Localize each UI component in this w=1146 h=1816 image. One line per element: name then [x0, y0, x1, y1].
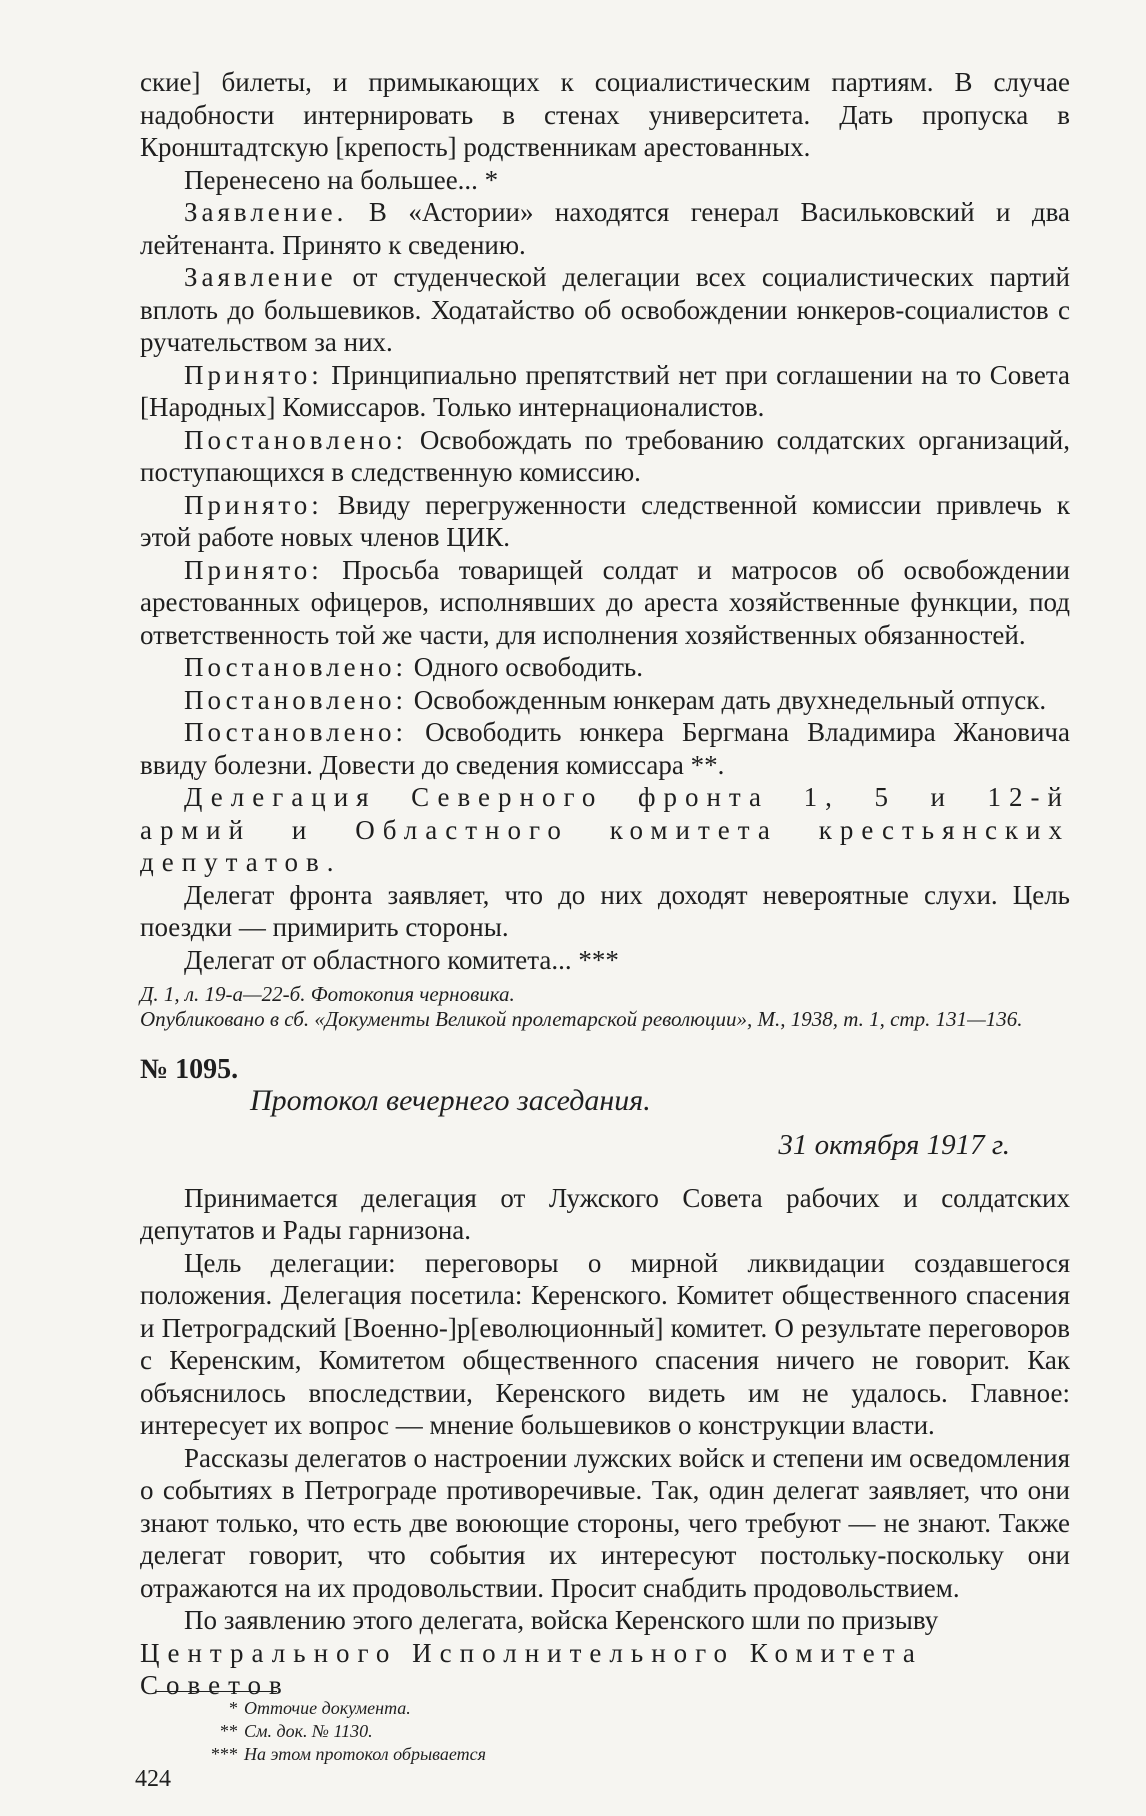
spaced-keyword: Принято:: [184, 489, 323, 520]
footnote-text: Отточие документа.: [244, 1698, 411, 1718]
paragraph: По заявлению этого делегата, войска Керенского шли по призыву: [184, 1605, 939, 1635]
paragraph: Рассказы делегатов о настроении лужских войск и степени им осведомления о событиях в Петрограде противоречивые. Так, один делегат заявляет, что они знают только, что есть две воюющие стороны, чего требуют — не знают. Также делегат говорит, что события их интересуют постольку-поскольку они отражаются на их продовольствии. Просит снабдить продовольствием.: [140, 1442, 1070, 1603]
paragraph: [140, 489, 1070, 554]
paragraph-text: от студенческой делегации всех социалистических партий вплоть до большевиков. Ходатайство об освобождении юнкеров-социалистов с ручательством за них.: [140, 262, 1070, 357]
paragraph: Перенесено на большее... *: [184, 164, 499, 195]
footnote-marker: ***: [211, 1744, 238, 1764]
spaced-keyword: Заявление.: [184, 197, 348, 227]
document-number: № 1095.: [140, 1054, 239, 1085]
paragraph-text: В «Астории» находятся генерал Васильковский и два лейтенанта. Принято к сведению.: [140, 197, 1070, 260]
spaced-keyword: Заявление: [184, 262, 337, 292]
paragraph: [140, 424, 1070, 489]
spaced-keyword: Принято:: [184, 359, 323, 390]
paragraph-continued: Центрального Исполнительного Комитета Советов: [140, 1637, 923, 1700]
footnote: [200, 1743, 486, 1766]
paragraph: [140, 261, 1070, 359]
paragraph-text: Просьба товарищей солдат и матросов об освобождении арестованных офицеров, исполнявших до ареста хозяйственные функции, под ответственность той же части, для исполнения хозяйственных обязанностей.: [140, 554, 1070, 650]
paragraph-text: Принципиально препятствий нет при соглашении на то Совета [Народных] Комиссаров. Только интернационалистов.: [140, 359, 1070, 422]
paragraph-text: Одного освободить.: [407, 652, 643, 682]
spaced-keyword: Постановлено:: [184, 424, 408, 455]
paragraph: Принимается делегация от Лужского Совета рабочих и солдатских депутатов и Рады гарнизона.: [140, 1182, 1070, 1245]
paragraph: [140, 359, 1070, 424]
footnotes: [200, 1697, 486, 1766]
paragraph: Делегат от областного комитета... ***: [184, 944, 619, 975]
spaced-keyword: Принято:: [184, 554, 323, 585]
source-archive: Д. 1, л. 19-а—22-б. Фотокопия черновика.: [140, 982, 515, 1006]
footnote-marker: **: [220, 1721, 238, 1741]
document-title: Протокол вечернего заседания.: [250, 1083, 651, 1117]
paragraph-text: Освободить юнкера Бергмана Владимира Жановича ввиду болезни. Довести до сведения комиссара **.: [140, 717, 1070, 780]
paragraph-text: Освобождать по требованию солдатских организаций, поступающихся в следственную комиссию.: [140, 424, 1070, 487]
footnote-marker: *: [229, 1698, 238, 1718]
paragraph: [140, 651, 1070, 684]
page-number: 424: [135, 1766, 171, 1792]
paragraph: [140, 684, 1070, 717]
spaced-keyword: Постановлено:: [184, 684, 408, 715]
delegation-heading: Делегация Северного фронта 1, 5 и 12-й армий и Областного комитета крестьянских депутатов.: [140, 782, 1070, 877]
spaced-keyword: Постановлено:: [184, 652, 408, 682]
page-body: [140, 66, 1070, 1702]
footnote-divider: [155, 1691, 277, 1692]
document-date: 31 октября 1917 г.: [778, 1129, 1010, 1161]
paragraph-text: Освобожденным юнкерам дать двухнедельный отпуск.: [407, 684, 1047, 715]
spaced-keyword: Постановлено:: [184, 717, 408, 747]
paragraph-text: Ввиду перегруженности следственной комиссии привлечь к этой работе новых членов ЦИК.: [140, 489, 1070, 552]
paragraph: [140, 196, 1070, 261]
paragraph: Цель делегации: переговоры о мирной ликвидации создавшегося положения. Делегация посетила: Керенского. Комитет общественного спасения и Петроградский [Военно-]р[еволюционный] комитет. О результате переговоров с Керенским, Комитетом общественного спасения ничего не говорит. Как объяснилось впоследствии, Керенского видеть им не удалось. Главное: интересует их вопрос — мнение большевиков о конструкции власти.: [140, 1247, 1070, 1440]
source-publication: Опубликовано в сб. «Документы Великой пролетарской революции», М., 1938, т. 1, стр. 131—136.: [140, 1007, 1023, 1031]
paragraph: Делегат фронта заявляет, что до них доходят невероятные слухи. Цель поездки — примирить стороны.: [140, 879, 1070, 942]
paragraph: ские] билеты, и примыкающих к социалистическим партиям. В случае надобности интернировать в стенах университета. Дать пропуска в Кронштадтскую [крепость] родственникам арестованных.: [140, 67, 1070, 162]
footnote-text: На этом протокол обрывается: [244, 1744, 486, 1764]
source-note: [140, 982, 1070, 1032]
paragraph: [140, 716, 1070, 781]
footnote-text: См. док. № 1130.: [244, 1721, 373, 1741]
footnote: [200, 1697, 486, 1720]
footnote: [200, 1720, 486, 1743]
paragraph: [140, 554, 1070, 652]
